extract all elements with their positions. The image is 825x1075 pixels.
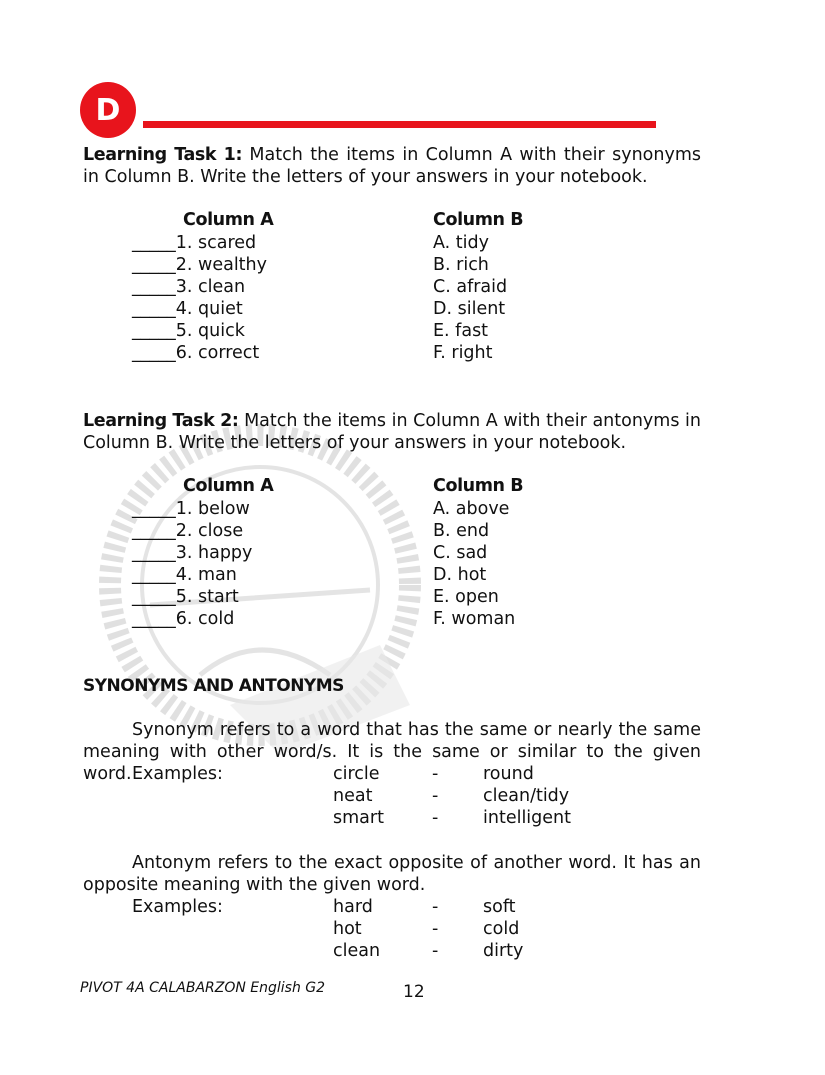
task1-b-item: E. fast bbox=[433, 321, 489, 341]
task1-b-item: B. rich bbox=[433, 255, 489, 275]
antonym-definition: Antonym refers to the exact opposite of another word. It has an opposite meaning with the given word. bbox=[83, 853, 701, 895]
task2-text: Match the items in Column A with their antonyms in Column B. Write the letters of your answers in your notebook. bbox=[83, 411, 701, 453]
antonym-example-word: hot bbox=[333, 919, 362, 939]
page-number: 12 bbox=[403, 982, 425, 1002]
antonym-example-word: clean bbox=[333, 941, 381, 961]
synonym-definition: Synonym refers to a word that has the same or nearly the same meaning with other word/s. It is the same or similar to the given word. bbox=[83, 720, 701, 784]
task2-col-b-head: Column B bbox=[433, 476, 524, 496]
antonym-example-match: soft bbox=[483, 897, 516, 917]
synonym-example-match: intelligent bbox=[483, 808, 571, 828]
task2-b-item: E. open bbox=[433, 587, 499, 607]
synonym-example-word: circle bbox=[333, 764, 380, 784]
task1-a-item: _____5. quick bbox=[132, 321, 245, 341]
task2-label: Learning Task 2: bbox=[83, 411, 239, 431]
synonym-example-word: neat bbox=[333, 786, 373, 806]
task1-a-item: _____1. scared bbox=[132, 233, 257, 253]
task2-b-item: D. hot bbox=[433, 565, 487, 585]
task1-col-a-head: Column A bbox=[183, 210, 274, 230]
task2-b-item: A. above bbox=[433, 499, 510, 519]
task2-col-a-head: Column A bbox=[183, 476, 274, 496]
task1-b-item: A. tidy bbox=[433, 233, 489, 253]
section-badge: D bbox=[80, 82, 136, 138]
antonym-examples-label: Examples: bbox=[132, 897, 223, 917]
task2-b-item: C. sad bbox=[433, 543, 488, 563]
task1-a-item: _____3. clean bbox=[132, 277, 246, 297]
synonym-example-word: smart bbox=[333, 808, 384, 828]
task1-b-item: D. silent bbox=[433, 299, 506, 319]
task1-label: Learning Task 1: bbox=[83, 145, 243, 165]
section-divider bbox=[143, 121, 656, 128]
task2-a-item: _____1. below bbox=[132, 499, 250, 519]
antonym-example-dash: - bbox=[432, 897, 439, 917]
synonym-examples-label: Examples: bbox=[132, 764, 223, 784]
task1-a-item: _____4. quiet bbox=[132, 299, 243, 319]
synonym-example-dash: - bbox=[432, 764, 439, 784]
task2-a-item: _____6. cold bbox=[132, 609, 235, 629]
synonym-example-match: clean/tidy bbox=[483, 786, 570, 806]
task1-a-item: _____6. correct bbox=[132, 343, 260, 363]
task2-a-item: _____3. happy bbox=[132, 543, 253, 563]
task1-b-item: C. afraid bbox=[433, 277, 508, 297]
task2-b-item: F. woman bbox=[433, 609, 516, 629]
antonym-example-dash: - bbox=[432, 919, 439, 939]
antonym-example-dash: - bbox=[432, 941, 439, 961]
task2-a-item: _____4. man bbox=[132, 565, 237, 585]
antonym-example-word: hard bbox=[333, 897, 373, 917]
task1-a-item: _____2. wealthy bbox=[132, 255, 267, 275]
lesson-heading: SYNONYMS AND ANTONYMS bbox=[83, 676, 344, 696]
footer-title: PIVOT 4A CALABARZON English G2 bbox=[80, 980, 326, 996]
antonym-example-match: cold bbox=[483, 919, 520, 939]
synonym-example-dash: - bbox=[432, 808, 439, 828]
task2-a-item: _____2. close bbox=[132, 521, 244, 541]
task2-instruction bbox=[83, 410, 701, 454]
task1-text: Match the items in Column A with their synonyms in Column B. Write the letters of your answers in your notebook. bbox=[83, 145, 701, 187]
antonym-example-match: dirty bbox=[483, 941, 524, 961]
task1-col-b-head: Column B bbox=[433, 210, 524, 230]
synonym-example-dash: - bbox=[432, 786, 439, 806]
task1-instruction bbox=[83, 144, 701, 188]
synonym-example-match: round bbox=[483, 764, 534, 784]
task2-b-item: B. end bbox=[433, 521, 490, 541]
task2-a-item: _____5. start bbox=[132, 587, 239, 607]
task1-b-item: F. right bbox=[433, 343, 493, 363]
